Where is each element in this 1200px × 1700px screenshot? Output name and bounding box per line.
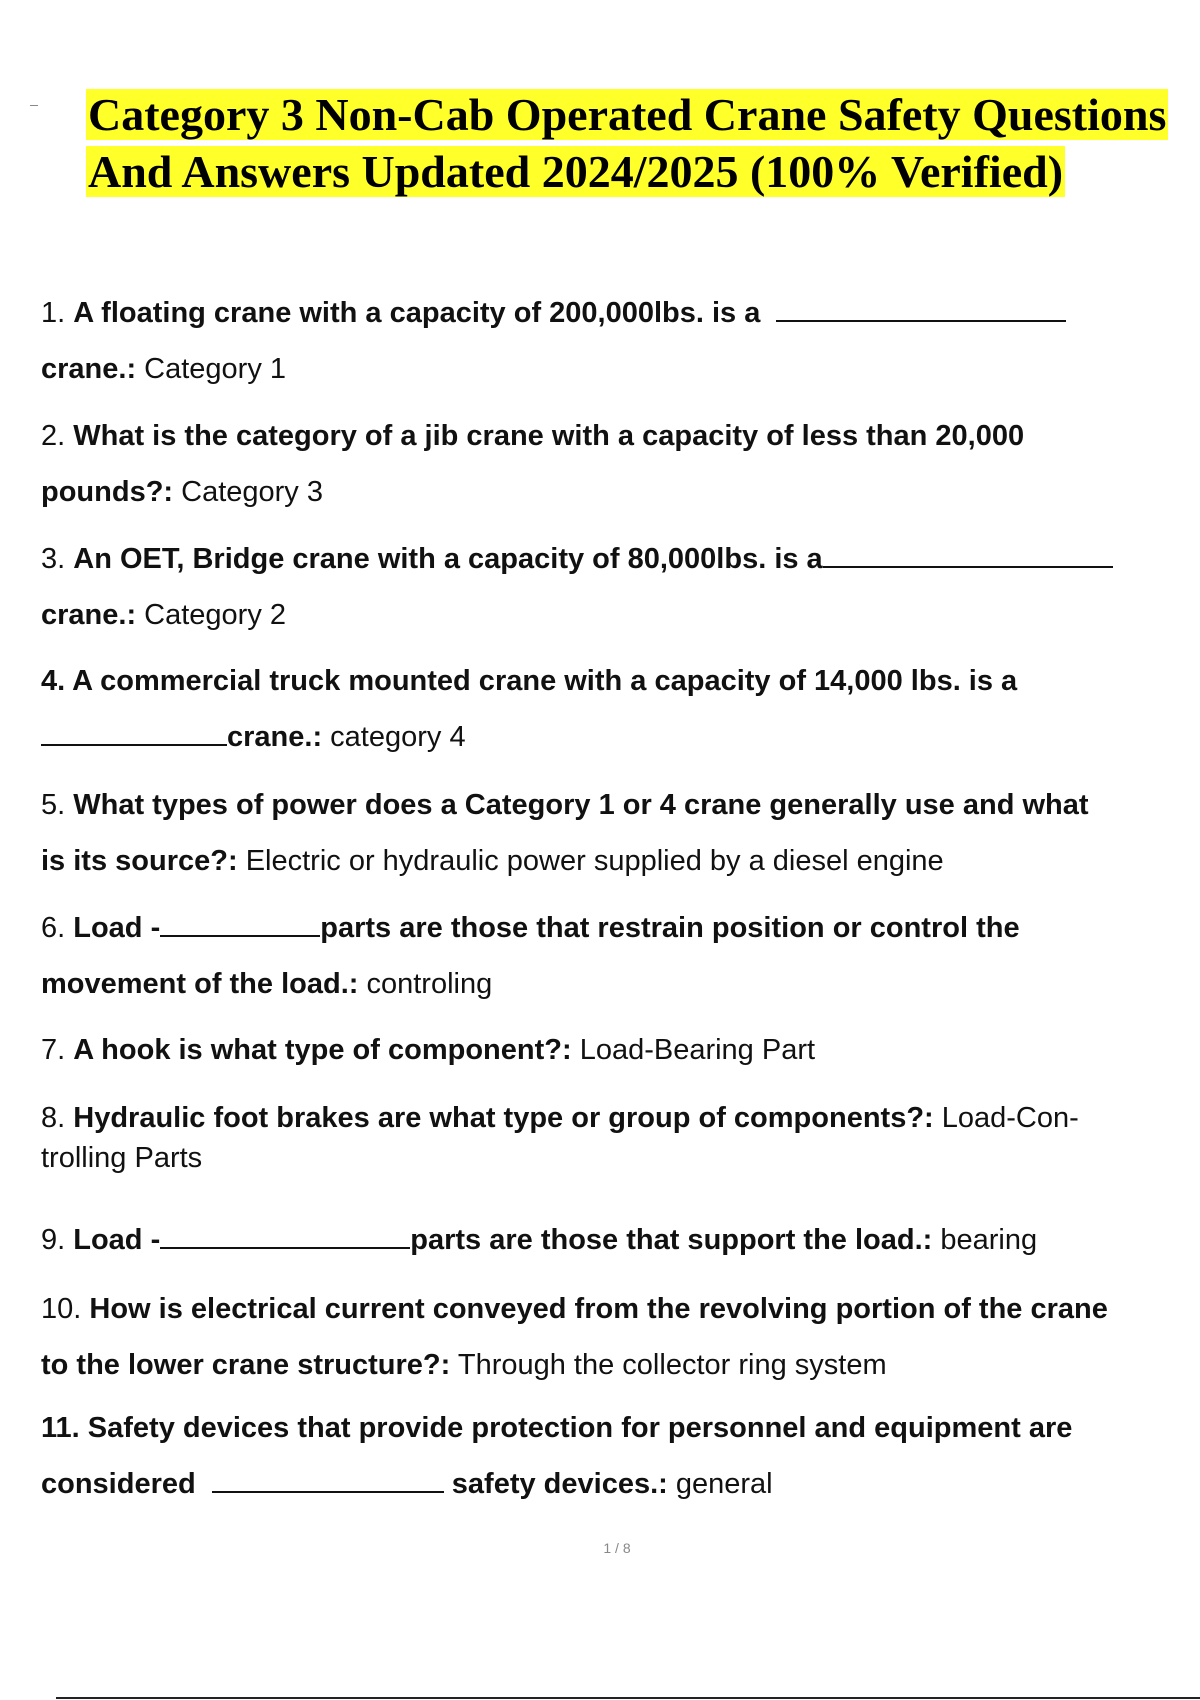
answer-text: controling [366, 968, 493, 1000]
question-7: 7. A hook is what type of component?: Load-Bearing Part [41, 1034, 816, 1066]
question-2: 2. What is the category of a jib crane with a capacity of less than 20,000 pounds?: Category 3 [41, 420, 1025, 508]
answer-text: Load-Con- [941, 1102, 1079, 1134]
answer-blank [212, 1490, 444, 1493]
answer-text: category 4 [330, 721, 466, 753]
margin-mark [30, 105, 38, 106]
question-11: 11. Safety devices that provide protection for personnel and equipment are considered safety devices.: general [41, 1412, 1073, 1500]
answer-text: Through the collector ring system [457, 1349, 887, 1381]
answer-text: general [675, 1468, 773, 1500]
answer-blank [776, 319, 1066, 322]
document-title: Category 3 Non-Cab Operated Crane Safety Questions And Answers Updated 2024/2025 (100% Verified) [88, 89, 1167, 197]
footer-rule [56, 1697, 1200, 1699]
answer-text: bearing [940, 1224, 1038, 1256]
question-9: 9. Load - parts are those that support the load.: bearing [41, 1224, 1038, 1256]
question-3: 3. An OET, Bridge crane with a capacity of 80,000lbs. is a crane.: Category 2 [41, 531, 1200, 643]
answer-text: Category 1 [144, 353, 287, 385]
question-4: 4. A commercial truck mounted crane with a capacity of 14,000 lbs. is a crane.: category 4 [41, 665, 1018, 753]
answer-text: Electric or hydraulic power supplied by a diesel engine [245, 845, 944, 877]
answer-text: Category 3 [181, 476, 323, 508]
answer-blank [160, 1246, 410, 1249]
answer-blank [41, 743, 227, 746]
page-number: 1 / 8 [603, 1540, 631, 1556]
answer-text: Load-Bearing Part [579, 1034, 816, 1066]
question-5: 5. What types of power does a Category 1 or 4 crane generally use and what is its source?: Electric or hydraulic power supplied by a diesel engine [41, 789, 1089, 877]
question-1: 1. A floating crane with a capacity of 200,000lbs. is a crane.: Category 1 [41, 285, 1200, 397]
question-10: 10. How is electrical current conveyed from the revolving portion of the crane to the lower crane structure?: Through the collector ring system [41, 1293, 1108, 1381]
question-8: 8. Hydraulic foot brakes are what type or group of components?: Load-Con- trolling Parts [41, 1102, 1079, 1174]
question-6: 6. Load - parts are those that restrain position or control the movement of the load.: controling [41, 912, 1020, 1000]
answer-text: Category 2 [144, 599, 287, 631]
answer-text-continued: trolling Parts [41, 1142, 203, 1174]
answer-blank [823, 565, 1113, 568]
answer-blank [160, 934, 320, 937]
